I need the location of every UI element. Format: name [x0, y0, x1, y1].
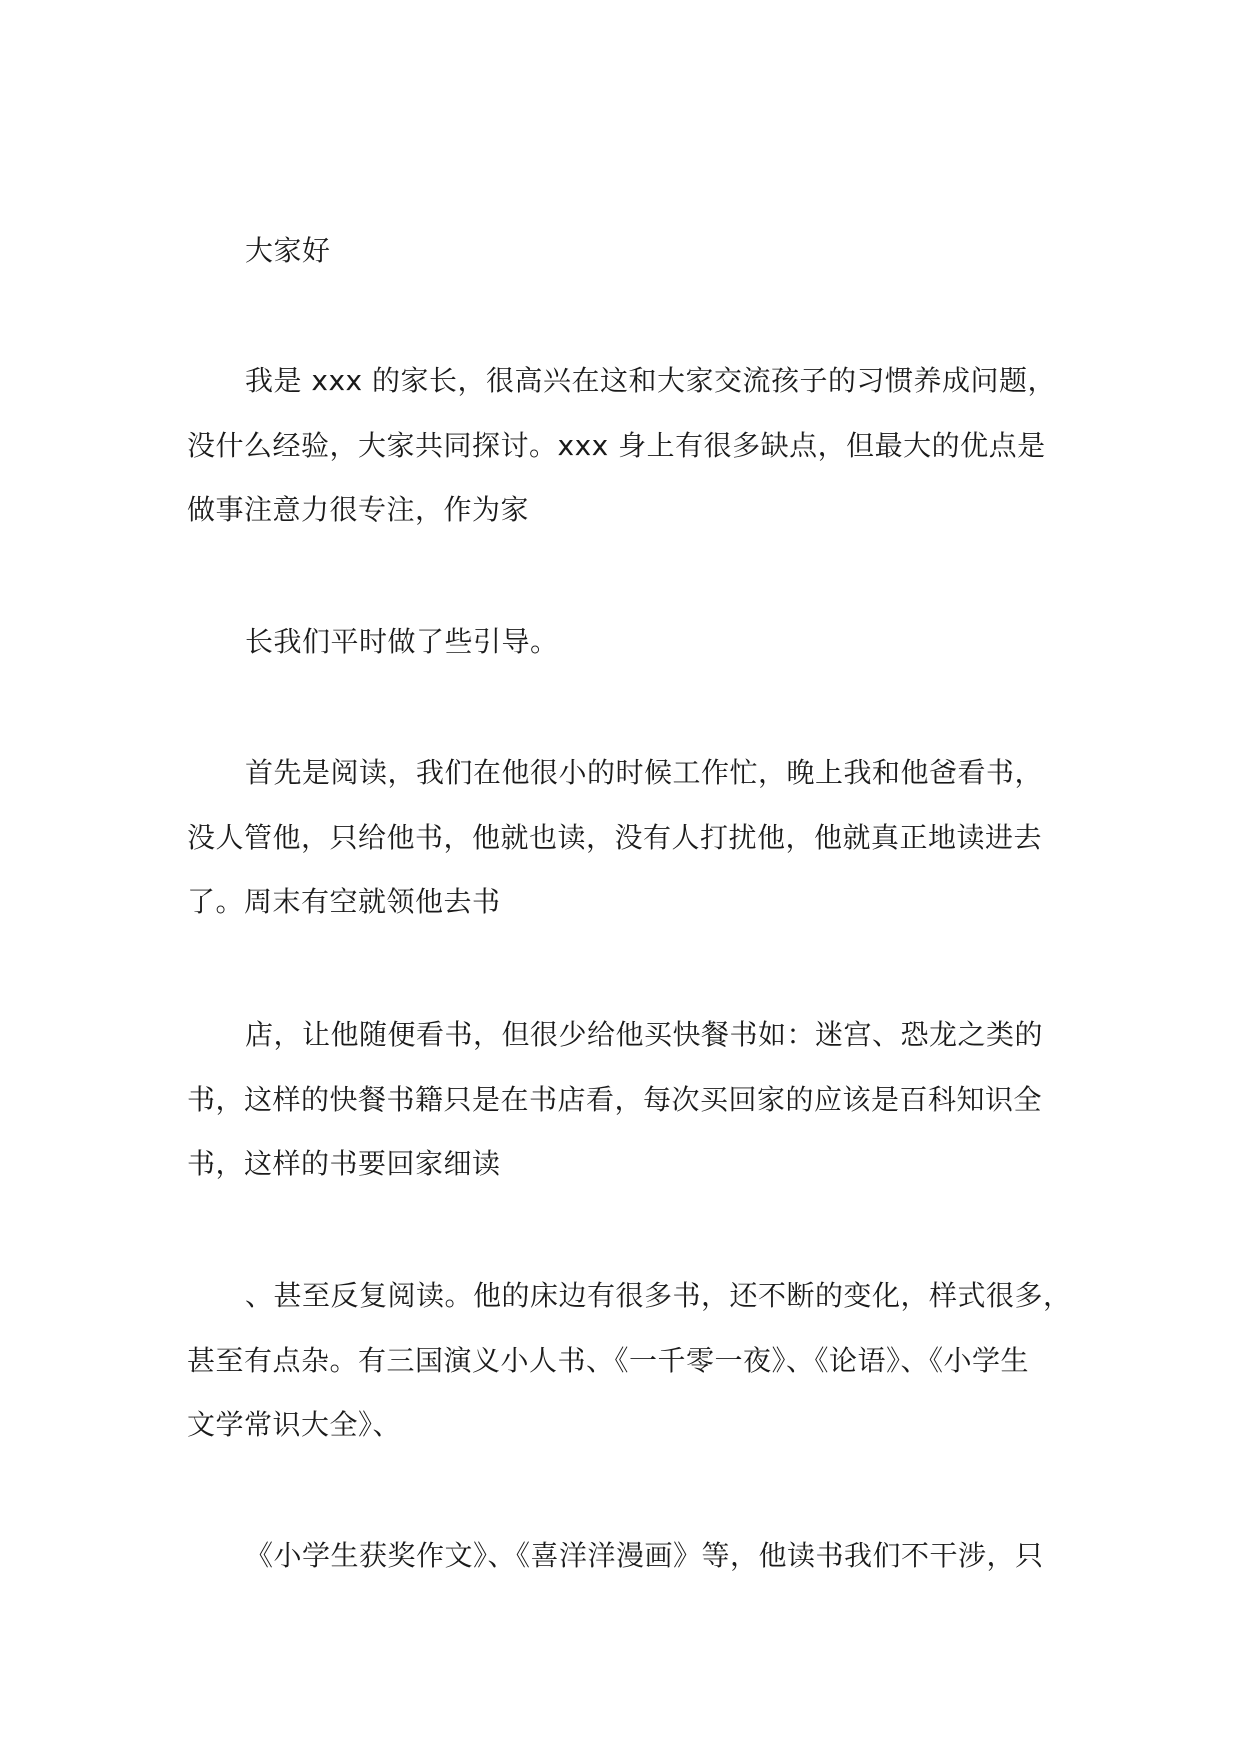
- text-line: 长我们平时做了些引导。: [245, 625, 559, 658]
- text-line: 没人管他，只给他书，他就也读，没有人打扰他，他就真正地读进去: [187, 820, 1043, 854]
- text-line: 我是 xxx 的家长，很高兴在这和大家交流孩子的习惯养成问题，: [245, 364, 1057, 397]
- paragraph-continuation: [187, 610, 1057, 675]
- paragraph-bookstore: [187, 1003, 1057, 1197]
- paragraph-greeting: [187, 219, 1057, 284]
- text-line: 店，让他随便看书，但很少给他买快餐书如：迷宫、恐龙之类的: [245, 1018, 1044, 1051]
- text-line: 没什么经验，大家共同探讨。xxx 身上有很多缺点，但最大的优点是: [187, 428, 1046, 462]
- text-line: 大家好: [245, 234, 331, 267]
- text-line: 书，这样的快餐书籍只是在书店看，每次买回家的应该是百科知识全: [187, 1082, 1043, 1116]
- paragraph-introduction: [187, 349, 1057, 543]
- text-line: 甚至有点杂。有三国演义小人书、《一千零一夜》、《论语》、《小学生: [187, 1343, 1030, 1377]
- text-line: 做事注意力很专注，作为家: [187, 493, 530, 526]
- paragraph-books: [187, 1264, 1072, 1458]
- text-line: 首先是阅读，我们在他很小的时候工作忙，晚上我和他爸看书，: [245, 756, 1044, 789]
- text-line: 了。周末有空就领他去书: [187, 885, 501, 918]
- paragraph-reading: [187, 741, 1057, 935]
- text-line: 、甚至反复阅读。他的床边有很多书，还不断的变化，样式很多，: [245, 1279, 1072, 1312]
- paragraph-book-list: [187, 1524, 1057, 1589]
- text-line: 书，这样的书要回家细读: [187, 1147, 501, 1180]
- text-line: 《小学生获奖作文》、《喜洋洋漫画》等，他读书我们不干涉，只: [245, 1539, 1044, 1572]
- text-line: 文学常识大全》、: [187, 1408, 402, 1441]
